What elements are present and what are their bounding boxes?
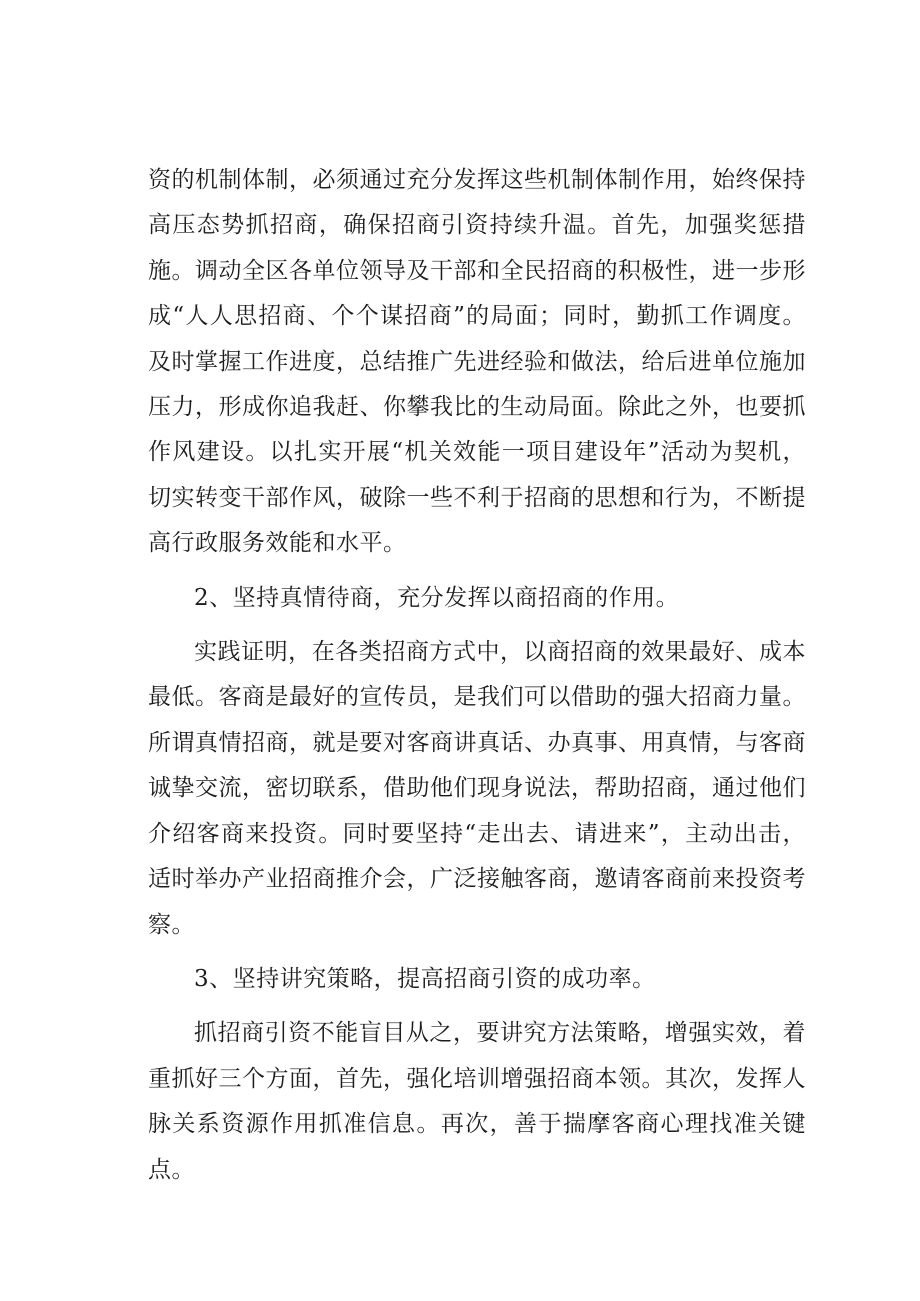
paragraph-continuation: 资的机制体制，必须通过充分发挥这些机制体制作用，始终保持高压态势抓招商，确保招商引资持续升温。首先，加强奖惩措施。调动全区各单位领导及干部和全民招商的积极性，进一步形成“人人思招商、个个谋招商”的局面；同时，勤抓工作调度。及时掌握工作进度，总结推广先进经验和做法，给后进单位施加压力，形成你追我赶、你攀我比的生动局面。除此之外，也要抓作风建设。以扎实开展“机关效能一项目建设年”活动为契机，切实转变干部作风，破除一些不利于招商的思想和行为，不断提高行政服务效能和水平。: [148, 167, 806, 557]
paragraph-section-2: 实践证明，在各类招商方式中，以商招商的效果最好、成本最低。客商是最好的宣传员，是我们可以借助的强大招商力量。所谓真情招商，就是要对客商讲真话、办真事、用真情，与客商诚挚交流，密切联系，借助他们现身说法，帮助招商，通过他们介绍客商来投资。同时要坚持“走出去、请进来”，主动出击，适时举办产业招商推介会，广泛接触客商，邀请客商前来投资考察。: [148, 639, 806, 938]
document-body: [148, 158, 806, 1193]
section-heading-3: 3、坚持讲究策略，提高招商引资的成功率。: [194, 965, 656, 992]
paragraph-section-3: 抓招商引资不能盲目从之，要讲究方法策略，增强实效，着重抓好三个方面，首先，强化培训增强招商本领。其次，发挥人脉关系资源作用抓准信息。再次，善于揣摩客商心理找准关键点。: [148, 1020, 806, 1183]
section-heading-2: 2、坚持真情待商，充分发挥以商招商的作用。: [194, 584, 680, 611]
